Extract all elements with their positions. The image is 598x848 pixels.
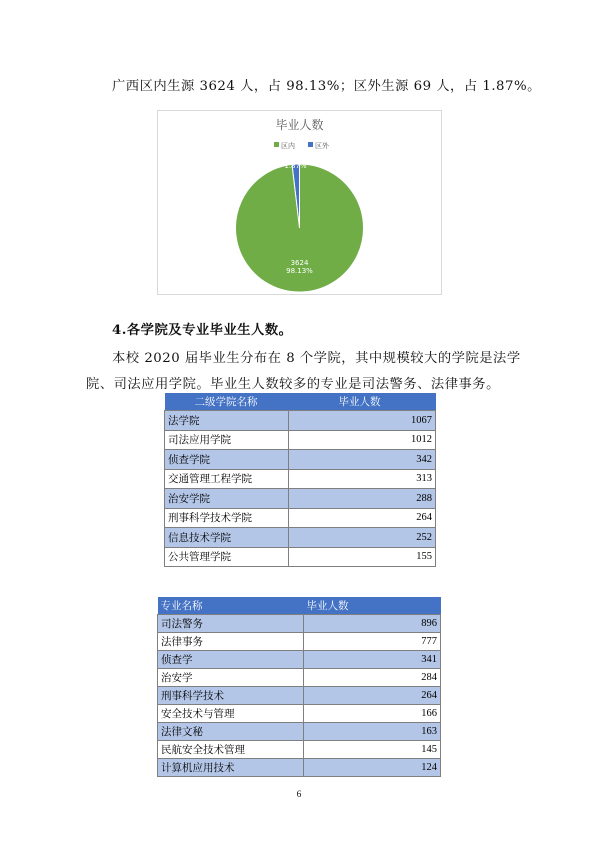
paragraph-colleges-line2: 院、司法应用学院。毕业生人数较多的专业是司法警务、法律事务。	[86, 377, 500, 392]
paragraph-source-distribution: 广西区内生源 3624 人，占 98.13%；区外生源 69 人，占 1.87%。	[112, 79, 541, 94]
table-row	[165, 489, 436, 509]
legend-swatch-1	[308, 142, 313, 147]
chart-title: 毕业人数	[275, 118, 324, 132]
cell-count: 252	[289, 528, 436, 548]
legend-label-0: 区内	[281, 142, 295, 150]
table-row	[165, 469, 436, 489]
section-heading-4: 4.各学院及专业毕业生人数。	[112, 323, 293, 338]
table-row	[158, 723, 441, 741]
cell-count: 166	[304, 705, 441, 723]
cell-name: 侦查学	[158, 651, 304, 669]
cell-name: 侦查学院	[165, 450, 289, 470]
cell-count: 341	[304, 651, 441, 669]
table-row	[158, 615, 441, 633]
cell-count: 145	[304, 741, 441, 759]
major-graduates-table	[157, 597, 441, 777]
cell-count: 264	[289, 508, 436, 528]
cell-name: 法律事务	[158, 633, 304, 651]
cell-name: 司法警务	[158, 615, 304, 633]
graduates-pie-chart	[157, 110, 442, 295]
column-header-college: 二级学院名称	[165, 393, 289, 411]
table-row	[158, 705, 441, 723]
college-graduates-table	[164, 393, 436, 567]
legend-label-1: 区外	[315, 142, 329, 150]
table-row	[165, 450, 436, 470]
cell-name: 安全技术与管理	[158, 705, 304, 723]
cell-name: 司法应用学院	[165, 430, 289, 450]
column-header-count: 毕业人数	[289, 393, 436, 411]
column-header-count: 毕业人数	[304, 597, 441, 615]
table-row	[158, 759, 441, 777]
cell-count: 1012	[289, 430, 436, 450]
pie-chart-svg	[158, 111, 441, 294]
cell-count: 288	[289, 489, 436, 509]
cell-name: 刑事科学技术	[158, 687, 304, 705]
legend-swatch-0	[274, 142, 279, 147]
cell-count: 313	[289, 469, 436, 489]
cell-count: 777	[304, 633, 441, 651]
cell-count: 1067	[289, 411, 436, 431]
cell-count: 264	[304, 687, 441, 705]
table-row	[165, 528, 436, 548]
page-number: 6	[296, 790, 302, 800]
cell-count: 155	[289, 547, 436, 567]
table-row	[158, 651, 441, 669]
table-row	[158, 669, 441, 687]
column-header-major: 专业名称	[158, 597, 304, 615]
cell-name: 交通管理工程学院	[165, 469, 289, 489]
cell-count: 124	[304, 759, 441, 777]
cell-count: 342	[289, 450, 436, 470]
cell-name: 计算机应用技术	[158, 759, 304, 777]
cell-name: 民航安全技术管理	[158, 741, 304, 759]
cell-name: 刑事科学技术学院	[165, 508, 289, 528]
table-row	[165, 430, 436, 450]
data-label-value-0: 3624	[290, 259, 309, 267]
table-row	[165, 411, 436, 431]
data-label-percent-1: 1.87%	[284, 162, 307, 170]
cell-name: 公共管理学院	[165, 547, 289, 567]
cell-count: 896	[304, 615, 441, 633]
data-label-value-1: 69	[291, 154, 300, 162]
table-row	[158, 633, 441, 651]
cell-name: 信息技术学院	[165, 528, 289, 548]
cell-name: 治安学	[158, 669, 304, 687]
table-header-row	[158, 597, 441, 615]
cell-count: 284	[304, 669, 441, 687]
table-row	[165, 547, 436, 567]
table-row	[165, 508, 436, 528]
cell-count: 163	[304, 723, 441, 741]
table-row	[158, 741, 441, 759]
paragraph-colleges-line1: 本校 2020 届毕业生分布在 8 个学院，其中规模较大的学院是法学	[112, 351, 521, 366]
cell-name: 法律文秘	[158, 723, 304, 741]
cell-name: 治安学院	[165, 489, 289, 509]
cell-name: 法学院	[165, 411, 289, 431]
table-row	[158, 687, 441, 705]
data-label-percent-0: 98.13%	[286, 267, 313, 275]
table-header-row	[165, 393, 436, 411]
